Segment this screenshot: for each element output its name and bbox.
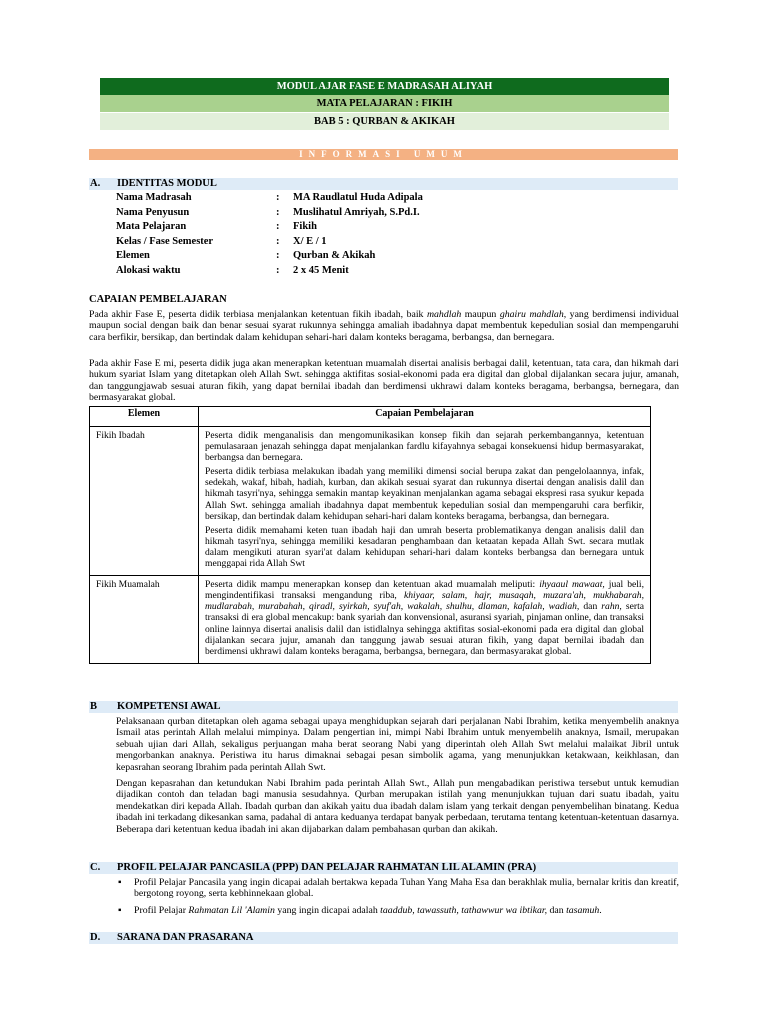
- text-run: jual beli, mengindentifikasi transaksi mengandung riba,: [205, 579, 644, 602]
- section-kompetensi-header: [89, 701, 678, 713]
- column-header-capaian: Capaian Pembelajaran: [199, 407, 651, 427]
- text-run: dan: [547, 904, 567, 916]
- section-title: PROFIL PELAJAR PANCASILA (PPP) DAN PELAJAR RAHMATAN LIL ALAMIN (PRA): [117, 862, 537, 873]
- capaian-paragraph-1: [89, 309, 679, 343]
- section-title: SARANA DAN PRASARANA: [117, 932, 254, 943]
- element-cell-fikih-ibadah: Fikih Ibadah: [90, 427, 199, 576]
- identity-value: Qurban & Akikah: [293, 250, 376, 261]
- table-row: [90, 427, 651, 576]
- text-run: Peserta didik mampu menerapkan konsep dan ketentuan akad muamalah meliputi:: [205, 579, 540, 591]
- identity-colon: :: [276, 235, 280, 247]
- section-number: C.: [90, 862, 101, 873]
- italic-term: rahn,: [601, 601, 622, 613]
- subject-banner: MATA PELAJARAN : FIKIH: [100, 95, 669, 112]
- identity-value: 2 x 45 Menit: [293, 264, 349, 276]
- identity-label: Nama Penyusun: [116, 206, 190, 218]
- section-identitas-header: [89, 178, 678, 190]
- kompetensi-body: [116, 716, 679, 840]
- kompetensi-paragraph-1: Pelaksanaan qurban ditetapkan oleh agama sebagai upaya menghidupkan sejarah dari perjalanan Nabi Ibrahim, ketika menyembelih anaknya Ismail atas perintah Allah melalui mimpinya. Dalam pengertian ini, mimpi Nabi Ibrahim untuk menyembelih anaknya, Ismail, merupakan sebuah ujian dari Allah, sekaligus perjuangan maha berat seorang Nabi yang diperintah oleh Allah Swt melalui malaikat Jibril untuk mengorbankan anaknya. Peristiwa itu harus dimaknai sebagai pesan simbolik agama, yang menunjukkan ketakwaan, keikhlasan, dan kepasrahan seorang Ibrahim pada perintah Allah Swt.: [116, 716, 679, 773]
- info-umum-banner: INFORMASI UMUM: [89, 149, 678, 160]
- capaian-paragraph-2: Pada akhir Fase E mi, peserta didik juga akan menerapkan ketentuan muamalah disertai analisis berbagai dalil, ketentuan, tata cara, dan hikmah dari hukum syariat Islam yang ditetapkan oleh Allah Swt. sehingga aktifitas sosial-ekonomi pada era digital dan global dijalankan secara jujur, amanah, dan tanggungjawab sesuai aturan fikih, yang dapat bernilai ibadah dan berdimensi ukhrawi dalam konteks beragama, berbangsa, bernegara, dan bermasyarakat global.: [89, 358, 679, 404]
- text-run: .: [599, 904, 602, 916]
- text-run: Profil Pelajar: [134, 904, 189, 916]
- identity-colon: :: [276, 250, 280, 261]
- element-cell-fikih-muamalah: Fikih Muamalah: [90, 576, 199, 664]
- capaian-cell-fikih-ibadah: [199, 427, 651, 576]
- italic-term: Rahmatan Lil 'Alamin: [188, 904, 275, 916]
- section-number: D.: [90, 932, 101, 943]
- identity-label: Elemen: [116, 250, 150, 261]
- text-run: dan: [579, 601, 602, 613]
- identity-value: Fikih: [293, 221, 317, 232]
- capaian-table: [89, 406, 651, 664]
- section-title: IDENTITAS MODUL: [117, 178, 217, 189]
- italic-term: ghairu mahdlah: [499, 309, 564, 320]
- text-run: yang ingin dicapai adalah: [274, 904, 381, 916]
- identity-colon: :: [276, 206, 280, 218]
- italic-term: ihyaaul mawaat,: [539, 579, 605, 591]
- profil-list: [116, 877, 679, 921]
- bullet-icon: ▪: [118, 877, 122, 888]
- text-run: serta transaksi di era global mencakup: bank syariah dan konvensional, asuransi syariah, pinjaman online, dan transaksi online lainnya disertai analisis dalil dan istidlalnya sehingga aktifitas sosial-ekonomi pada era digital dan global dijalankan secara jujur, amanah dan tanggung jawab sesuai aturan fikih, yang dapat bernilai ibadah dan berdimensi ukhrawi dalam konteks beragama, berbangsa, bernegara, dan bermasyarakat global.: [205, 601, 644, 657]
- italic-term: taaddub, tawassuth, tathawwur wa ibtikar,: [380, 904, 548, 916]
- identity-label: Alokasi waktu: [116, 264, 181, 276]
- identity-value: Muslihatul Amriyah, S.Pd.I.: [293, 206, 420, 218]
- capaian-heading: CAPAIAN PEMBELAJARAN: [89, 294, 227, 305]
- chapter-banner: BAB 5 : QURBAN & AKIKAH: [100, 113, 669, 130]
- section-profil-header: [89, 862, 678, 874]
- capaian-item: [205, 579, 644, 657]
- column-header-elemen: Elemen: [90, 407, 199, 427]
- text-run: Pada akhir Fase E, peserta didik terbiasa menjalankan ketentuan fikih ibadah, baik: [89, 309, 427, 320]
- list-item: [116, 905, 679, 916]
- section-number: B: [90, 701, 98, 712]
- capaian-item: Peserta didik terbiasa melakukan ibadah yang memiliki dimensi social berupa zakat dan pengelolaannya, infak, sedekah, wakaf, hibah, hadiah, kurban, dan akikah sesuai syarat dan rukunnya disertai dengan analisis dalil dan hikmah tasyri'nya, sehingga semakin mantap keyakinan menjalankan agama sebagai ekspresi rasa syukur kepada Allah Swt. sehingga amaliah ibadahnya dapat membentuk kepedulian sosial dan mempengaruhi cara berfikir, bersikap, dan bertindak dalam kehidupan sehari-hari dalam konteks beragama, berbangsa, dan bernegara.: [205, 466, 644, 522]
- table-header-row: [90, 407, 651, 427]
- italic-term: khiyaar, salam, hajr, musaqah, muzara'ah, mukhabarah, mudlarabah, murabahah, qiradl, syirkah, syuf'ah, wakalah, shulhu, dlaman, kafalah, wadiah,: [205, 590, 644, 613]
- list-item: [116, 877, 679, 900]
- bullet-icon: ▪: [118, 904, 122, 916]
- section-number: A.: [90, 178, 101, 189]
- identity-label: Kelas / Fase Semester: [116, 235, 214, 247]
- section-title: KOMPETENSI AWAL: [117, 701, 221, 712]
- identity-colon: :: [276, 264, 280, 276]
- text-run: maupun: [461, 309, 500, 320]
- identity-label: Nama Madrasah: [116, 192, 192, 203]
- capaian-item: Peserta didik menganalisis dan mengomunikasikan konsep fikih dan sejarah perkembangannya, ketentuan pemulasaraan jenazah sehingga dapat menjalankan fardlu kifayahnya sebagai konsekuensi hidup bermasyarakat, berbangsa dan bernegara.: [205, 430, 644, 464]
- italic-term: mahdlah: [426, 309, 462, 320]
- kompetensi-paragraph-2: Dengan kepasrahan dan ketundukan Nabi Ibrahim pada perintah Allah Swt., Allah pun mengabadikan peristiwa tersebut untuk kemudian dijadikan contoh dan teladan bagi manusia sesudahnya. Qurban merupakan istilah yang menunjukkan tujuan dari suatu ibadah, yaitu mendekatkan diri kepada Allah. Ibadah qurban dan akikah yaitu dua ibadah dalam islam yang terkait dengan penyembelihan binatang. Kedua ibadah ini terkadang dikesankan sama, padahal di antara keduanya terdapat banyak perbedaan, terutama tentang ketentuan-ketentuan dasarnya. Beberapa dari ketentuan kedua ibadah ini akan dijabarkan dalam pembahasan qurban dan akikah.: [116, 778, 679, 835]
- capaian-cell-fikih-muamalah: [199, 576, 651, 664]
- identity-value: X/ E / 1: [293, 235, 327, 247]
- section-sarana-header: [89, 932, 678, 944]
- identity-colon: :: [276, 192, 280, 203]
- identity-label: Mata Pelajaran: [116, 221, 187, 232]
- capaian-item: Peserta didik memahami keten tuan ibadah haji dan umrah beserta problematikanya dengan analisis dalil dan hikmah tasyri'nya, sehingga memiliki kesadaran penghambaan dan ketaatan kepada Allah Swt. secara mutlak dalam mengikuti aturan syari'at dalam kehidupan sehari-hari dalam konteks berbangsa dan bernegara untuk menggapai rida Allah Swt: [205, 524, 644, 570]
- text-run: , yang berdimensi individual maupun social dengan baik dan benar sesuai syarat rukunnya sehingga amaliah ibadahnya dapat membentuk kepedulian sosial dan mempengaruhi cara berfikir, bersikap, dan bertindak dalam kehidupan sehari-hari dalam konteks beragama, berbangsa, dan bernegara.: [89, 309, 679, 343]
- identity-colon: :: [276, 221, 280, 232]
- italic-term: tasamuh: [566, 904, 600, 916]
- text-run: Profil Pelajar Pancasila yang ingin dicapai adalah bertakwa kepada Tuhan Yang Maha Esa dan berakhlak mulia, bernalar kritis dan kreatif, bergotong royong, serta kebhinnekaan global.: [134, 877, 679, 900]
- identity-value: MA Raudlatul Huda Adipala: [293, 192, 423, 203]
- table-row: [90, 576, 651, 664]
- module-title-banner: MODUL AJAR FASE E MADRASAH ALIYAH: [100, 78, 669, 95]
